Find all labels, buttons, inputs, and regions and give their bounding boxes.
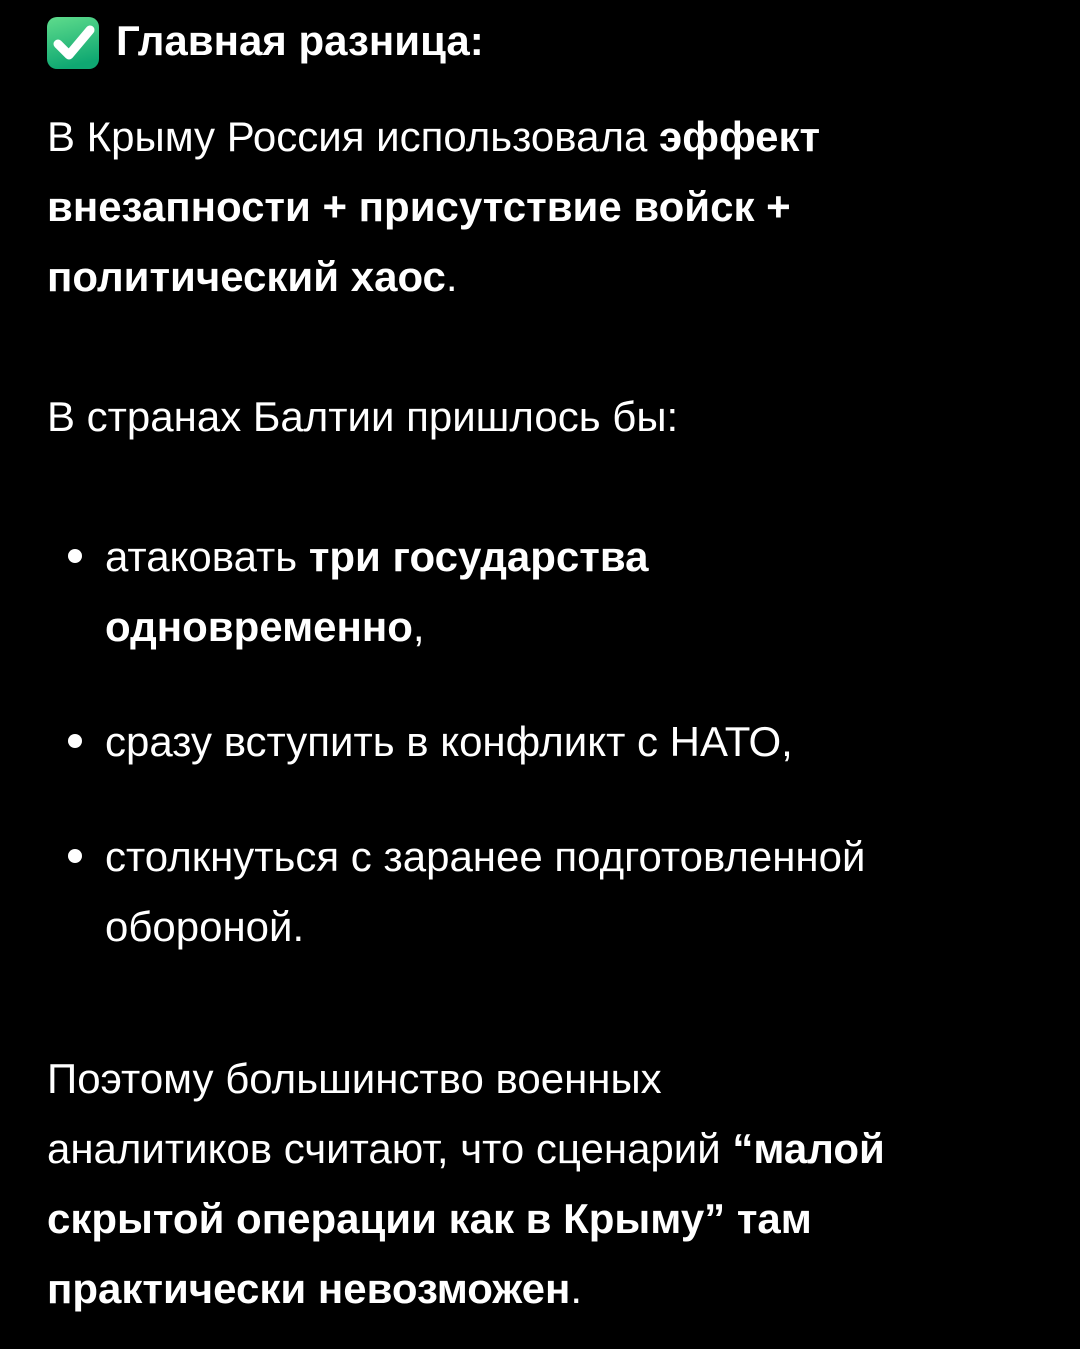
text-line bbox=[105, 822, 1044, 892]
text-line bbox=[47, 1114, 1044, 1184]
regular-segment: . bbox=[570, 1265, 583, 1312]
bold-segment: три государства bbox=[308, 533, 649, 580]
regular-segment: В Крыму Россия использовала bbox=[47, 113, 660, 160]
regular-segment: аналитиков считают, что сценарий bbox=[47, 1125, 733, 1172]
key-difference-header bbox=[47, 6, 1044, 76]
bold-segment: практически невозможен bbox=[47, 1265, 571, 1312]
text-line bbox=[105, 522, 1044, 592]
bold-segment: скрытой операции как в Крыму” там bbox=[47, 1195, 812, 1242]
regular-segment: сразу вступить в конфликт с НАТО, bbox=[105, 718, 793, 765]
regular-segment: , bbox=[412, 603, 425, 650]
header-title: Главная разница: bbox=[116, 17, 484, 64]
consequence-list bbox=[47, 522, 1044, 962]
regular-segment: обороной. bbox=[105, 903, 305, 950]
list-item bbox=[47, 707, 1044, 777]
list-item bbox=[47, 522, 1044, 662]
crimea-paragraph bbox=[47, 102, 1044, 312]
text-line bbox=[105, 707, 1044, 777]
regular-segment: . bbox=[445, 253, 458, 300]
conclusion-paragraph bbox=[47, 1044, 1044, 1324]
text-line bbox=[105, 892, 1044, 962]
regular-segment: атаковать bbox=[105, 533, 309, 580]
text-line bbox=[47, 1044, 1044, 1114]
text-line bbox=[47, 1254, 1044, 1324]
baltics-paragraph bbox=[47, 382, 1044, 452]
regular-segment: В странах Балтии пришлось бы: bbox=[47, 393, 679, 440]
bold-segment: внезапности + присутствие войск + bbox=[47, 183, 791, 230]
bold-segment: эффект bbox=[659, 113, 821, 160]
check-mark-emoji bbox=[47, 17, 99, 69]
text-line bbox=[47, 172, 1044, 242]
bold-segment: одновременно bbox=[105, 603, 413, 650]
text-line bbox=[47, 1184, 1044, 1254]
text-line bbox=[105, 592, 1044, 662]
bold-segment: “малой bbox=[732, 1125, 885, 1172]
text-line bbox=[47, 242, 1044, 312]
regular-segment: столкнуться с заранее подготовленной bbox=[105, 833, 866, 880]
regular-segment: Поэтому большинство военных bbox=[47, 1055, 662, 1102]
text-line bbox=[47, 382, 1044, 452]
text-line bbox=[47, 102, 1044, 172]
bold-segment: политический хаос bbox=[47, 253, 446, 300]
list-item bbox=[47, 822, 1044, 962]
